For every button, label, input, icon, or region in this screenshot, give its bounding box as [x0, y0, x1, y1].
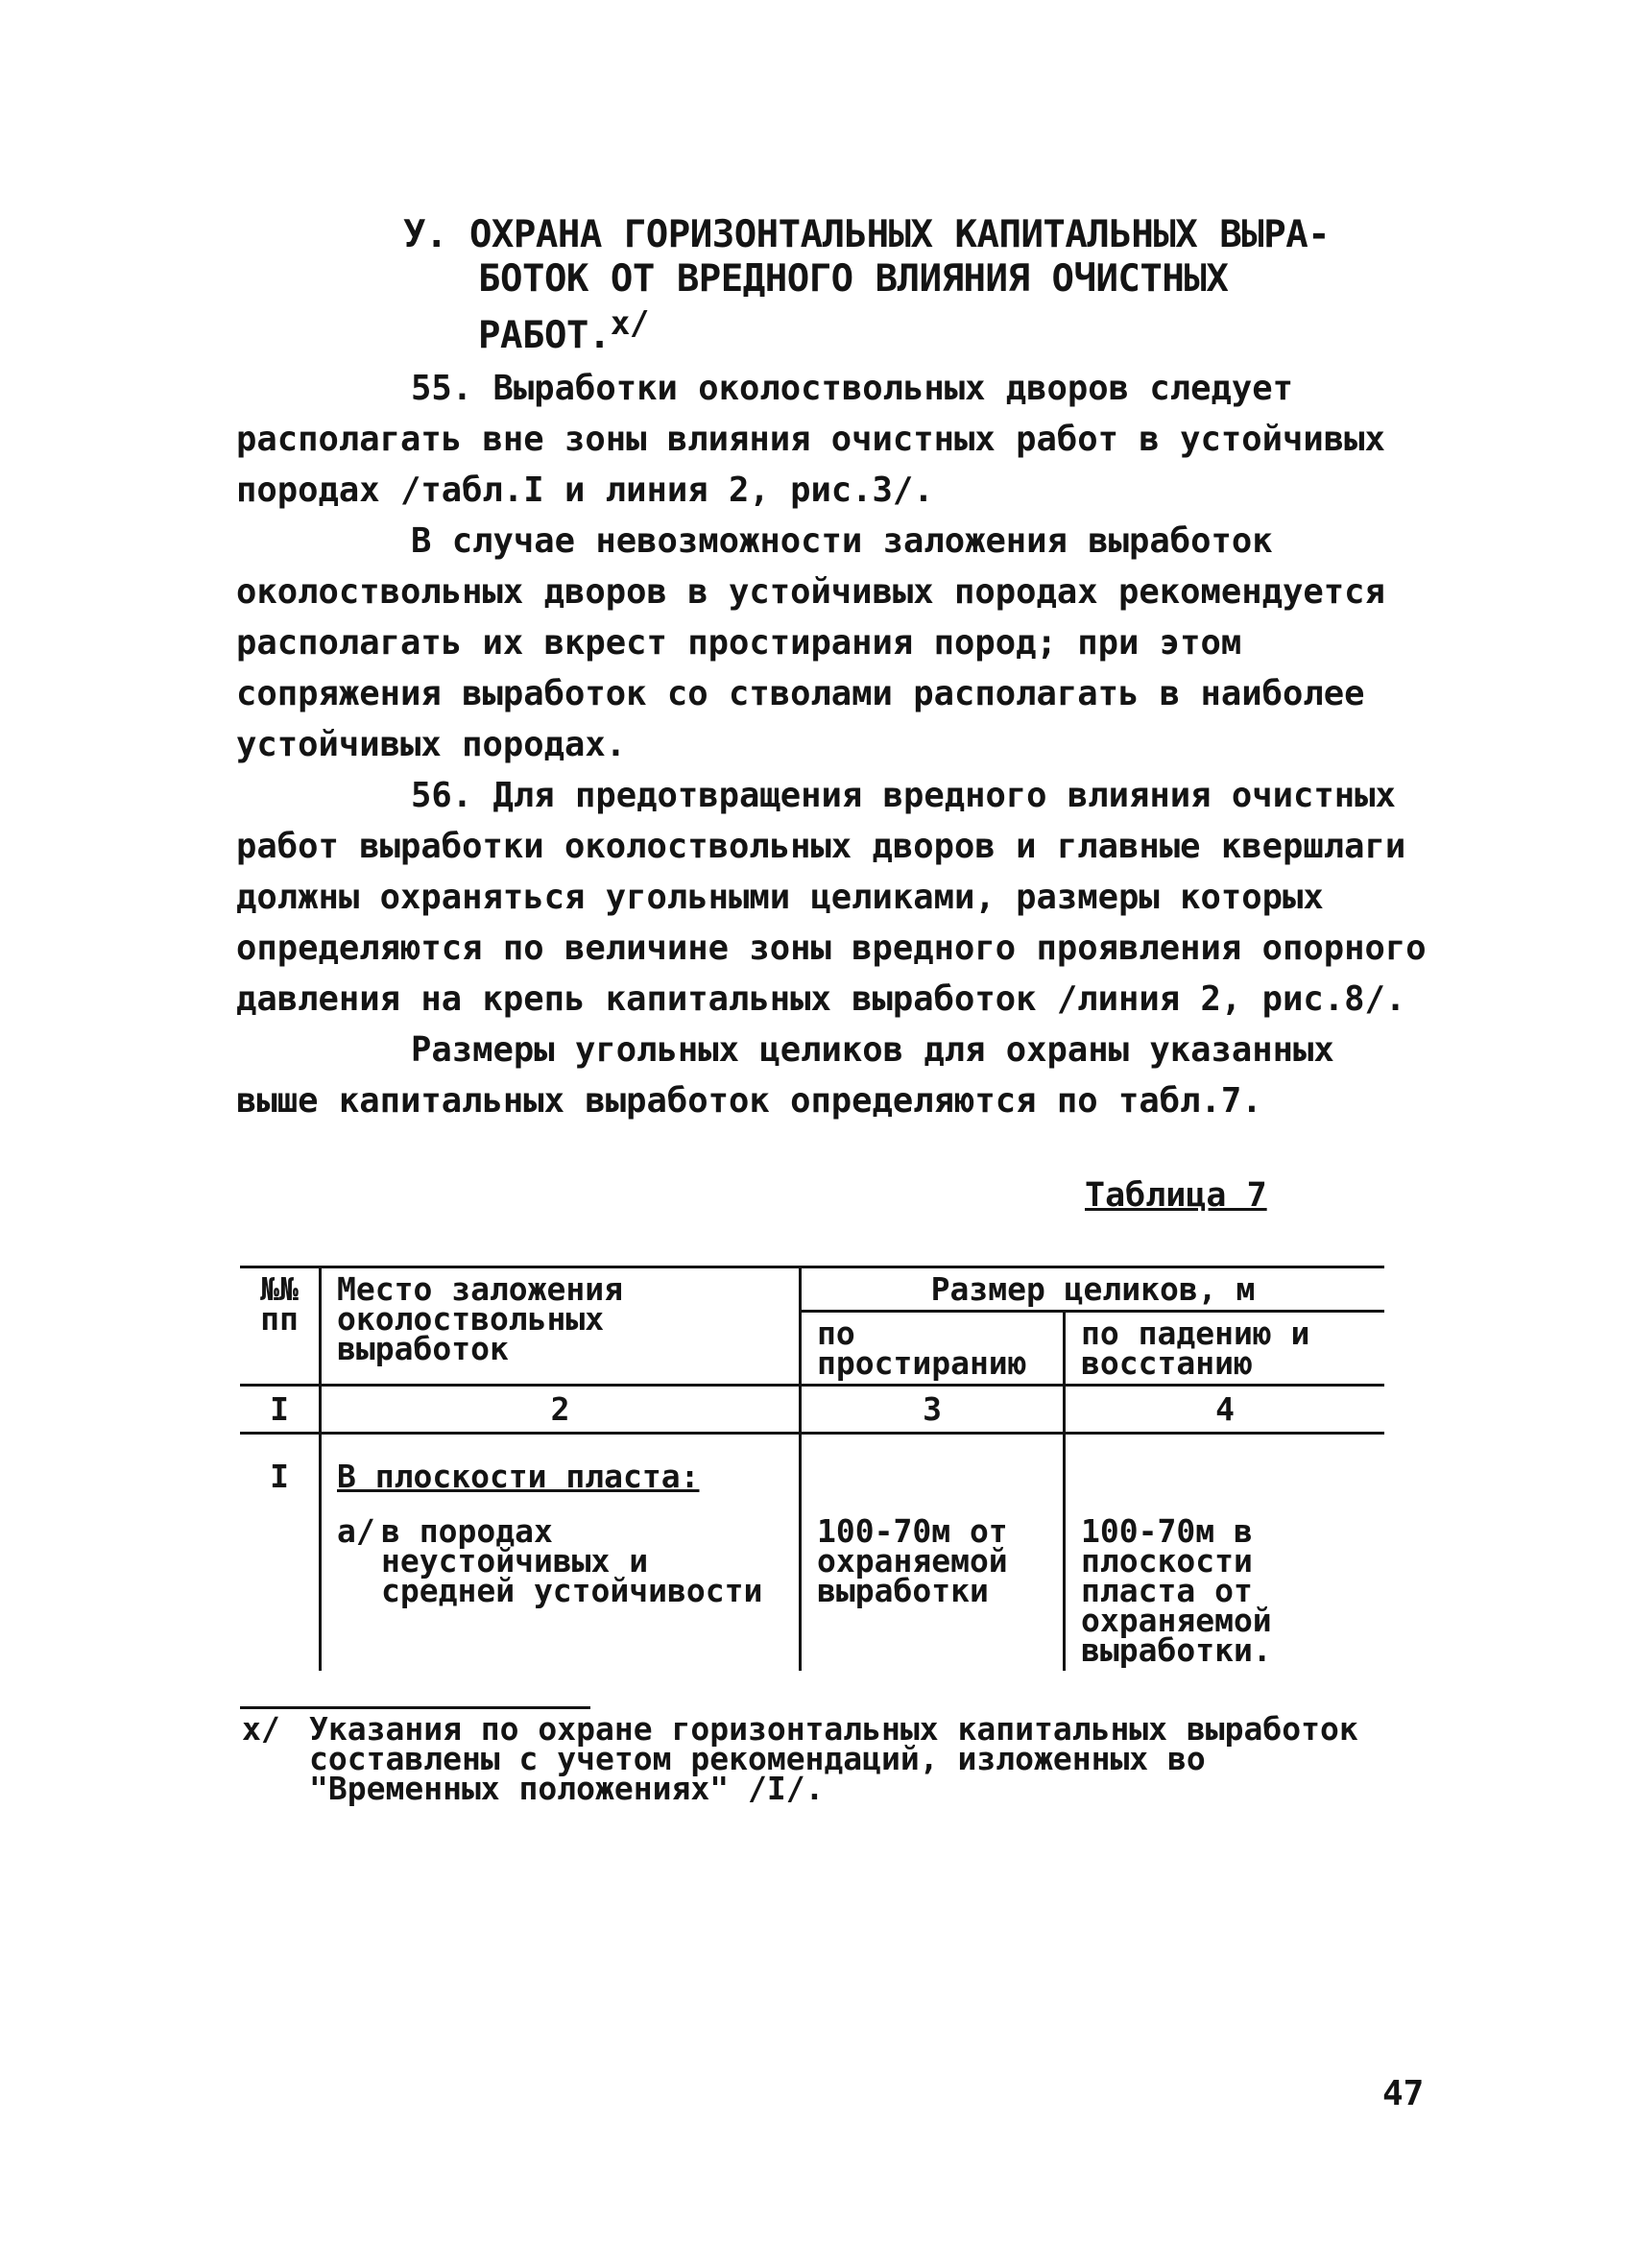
body-text [236, 363, 1427, 1126]
row-strike-value [801, 1456, 1065, 1671]
header-strike: по простиранию [801, 1312, 1065, 1386]
table-caption: Таблица 7 [1085, 1176, 1267, 1215]
footnote-text: Указания по охране горизонтальных капитальных выработок составлены с учетом рекомендаций, изложенных во "Временных положениях" /I/. [309, 1710, 1358, 1807]
row-strike-text: 100-70м от охраняемой выработки [817, 1512, 1008, 1609]
heading-footnote-mark: x/ [610, 304, 649, 343]
row-dip-text: 100-70м в плоскости пласта от охраняемой выработки. [1081, 1512, 1272, 1669]
row-dip-value [1065, 1456, 1385, 1671]
heading-line-2-text: БОТОК ОТ ВРЕДНОГО ВЛИЯНИЯ ОЧИСТНЫХ РАБОТ. [478, 257, 1229, 357]
table-row [240, 1456, 1384, 1671]
paragraph-56-continued: Размеры угольных целиков для охраны указанных выше капитальных выработок определяются по табл.7. [236, 1030, 1334, 1121]
paragraph-56: 56. Для предотвращения вредного влияния очистных работ выработки околоствольных дворов и главные квершлаги должны охраняться угольными целиками, размеры которых определяются по величине зоны вредного проявления опорного давления на крепь капитальных выработок /линия 2, рис.8/. [236, 776, 1427, 1019]
heading-line-2 [403, 257, 1402, 358]
heading-line-1: У. ОХРАНА ГОРИЗОНТАЛЬНЫХ КАПИТАЛЬНЫХ ВЫРА- [403, 213, 1331, 256]
pillar-size-table [240, 1266, 1384, 1671]
row-item-label: а/ [337, 1512, 375, 1550]
header-pillar-size: Размер целиков, м [801, 1267, 1385, 1312]
footnote-mark: x/ [242, 1710, 280, 1748]
row-section-title: В плоскости пласта: [337, 1458, 700, 1495]
header-location: Место заложения околоствольных выработок [321, 1267, 801, 1386]
paragraph-55-continued: В случае невозможности заложения выработок околоствольных дворов в устойчивых породах рекомендуется располагать их вкрест простирания пород; при этом сопряжения выработок со стволами располагать в наиболее устойчивых породах. [236, 521, 1385, 764]
table-header-row [240, 1267, 1384, 1312]
footnote-rule [240, 1706, 590, 1709]
section-heading [403, 213, 1402, 358]
page-number: 47 [1382, 2074, 1425, 2113]
row-number: I [240, 1456, 321, 1671]
footnote [242, 1710, 1413, 1807]
paragraph-55: 55. Выработки околоствольных дворов следует располагать вне зоны влияния очистных работ в устойчивых породах /табл.I и линия 2, рис.3/. [236, 369, 1385, 510]
row-location [321, 1456, 801, 1671]
column-number-1: I [240, 1386, 321, 1434]
row-item [337, 1512, 783, 1609]
column-number-3: 3 [801, 1386, 1065, 1434]
header-dip: по падению и восстанию [1065, 1312, 1385, 1386]
header-number: №№ пп [240, 1267, 321, 1386]
column-number-4: 4 [1065, 1386, 1385, 1434]
column-number-row [240, 1386, 1384, 1434]
row-item-text: в породах неустойчивых и средней устойчивости [381, 1512, 763, 1609]
table-spacer-row [240, 1434, 1384, 1457]
column-number-2: 2 [321, 1386, 801, 1434]
